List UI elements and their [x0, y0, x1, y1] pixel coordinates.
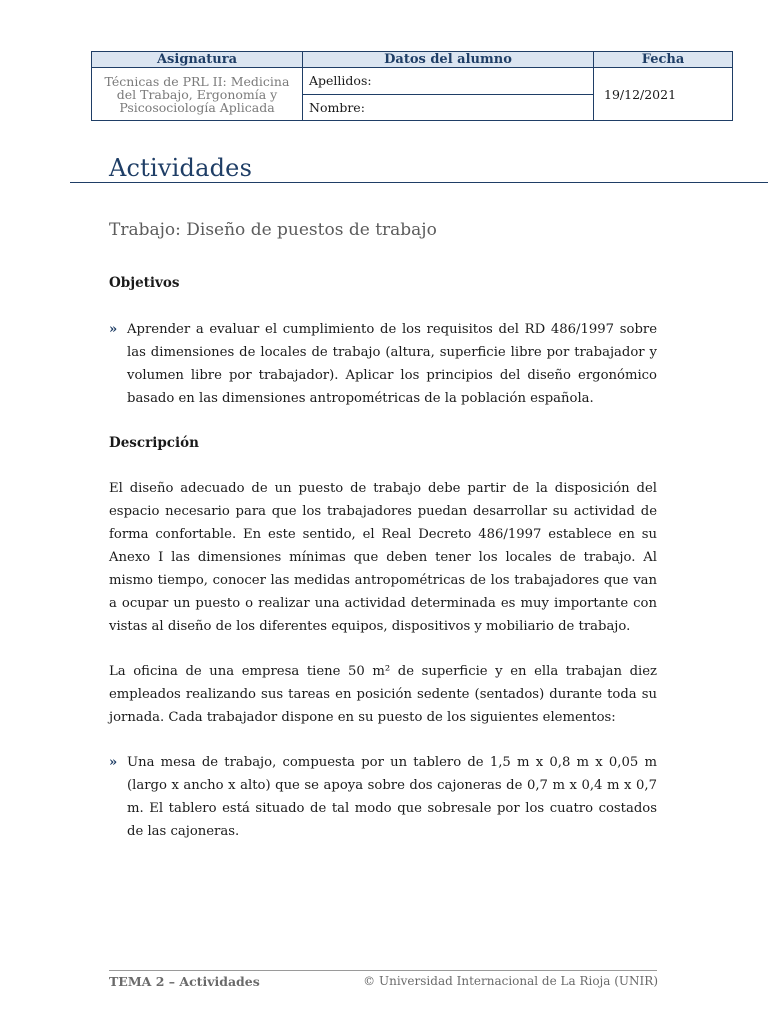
- page-title: Actividades: [109, 154, 253, 182]
- objectives-bullet-text: Aprender a evaluar el cumplimiento de los requisitos del RD 486/1997 sobre las dimensiones de locales de trabajo (altura, superficie libre por trabajador y volumen libre por trabajador). Aplicar los principios del diseño ergonómico basado en las dimensiones antropométricas de la población española.: [127, 322, 657, 406]
- title-divider: [70, 182, 768, 183]
- bullet-marker-icon: »: [109, 755, 118, 770]
- footer-divider: [109, 970, 657, 971]
- bullet-marker-icon: »: [109, 322, 118, 337]
- subject-name: [92, 68, 303, 121]
- footer-copyright: © Universidad Internacional de La Rioja (UNIR): [363, 974, 658, 988]
- description-bullet: [109, 751, 657, 843]
- header-col-subject: Asignatura: [92, 52, 303, 68]
- objectives-heading: Objetivos: [109, 275, 180, 291]
- header-col-date: Fecha: [594, 52, 733, 68]
- footer-topic: TEMA 2 – Actividades: [109, 974, 260, 989]
- description-bullet-text: Una mesa de trabajo, compuesta por un tablero de 1,5 m x 0,8 m x 0,05 m (largo x ancho x alto) que se apoya sobre dos cajoneras de 0,7 m x 0,4 m x 0,7 m. El tablero está situado de tal modo que sobresale por los cuatro costados de las cajoneras.: [127, 755, 657, 839]
- description-paragraph-2: La oficina de una empresa tiene 50 m² de superficie y en ella trabajan diez empleados realizando sus tareas en posición sedente (sentados) durante toda su jornada. Cada trabajador dispone en su puesto de los siguientes elementos:: [109, 664, 657, 725]
- surname-field[interactable]: Apellidos:: [303, 68, 594, 95]
- activity-subtitle: Trabajo: Diseño de puestos de trabajo: [109, 220, 437, 240]
- description-paragraph-1: El diseño adecuado de un puesto de trabajo debe partir de la disposición del espacio necesario para que los trabajadores puedan desarrollar su actividad de forma confortable. En este sentido, el Real Decreto 486/1997 establece en su Anexo I las dimensiones mínimas que deben tener los locales de trabajo. Al mismo tiempo, conocer las medidas antropométricas de los trabajadores que van a ocupar un puesto o realizar una actividad determinada es muy importante con vistas al diseño de los diferentes equipos, dispositivos y mobiliario de trabajo.: [109, 481, 657, 634]
- description-heading: Descripción: [109, 435, 199, 451]
- subject-line-3: Psicosociología Aplicada: [119, 99, 275, 115]
- header-table: [91, 51, 733, 121]
- name-field[interactable]: Nombre:: [303, 94, 594, 121]
- subject-line-1: Técnicas de PRL II: Medicina: [104, 73, 290, 89]
- objectives-bullet: [109, 318, 657, 410]
- header-col-student: Datos del alumno: [303, 52, 594, 68]
- date-value: 19/12/2021: [594, 68, 733, 121]
- subject-line-2: del Trabajo, Ergonomía y: [116, 86, 278, 102]
